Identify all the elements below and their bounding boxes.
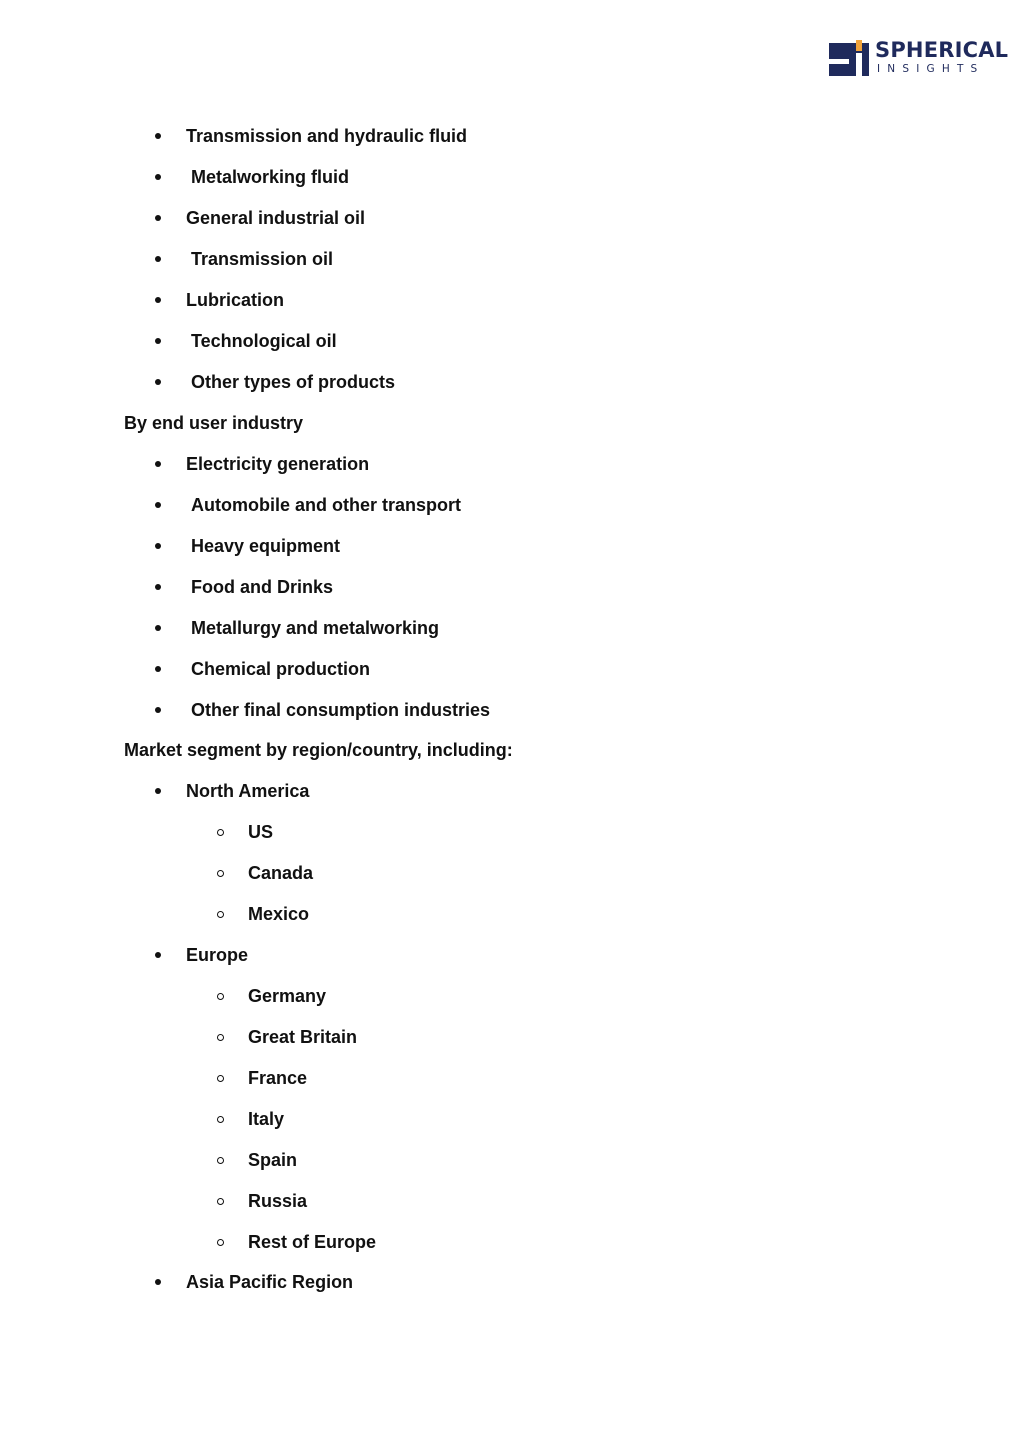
list-item: Other types of products xyxy=(191,372,396,392)
bullet-icon xyxy=(155,788,161,794)
list-item: Lubrication xyxy=(186,290,284,310)
sub-bullet-icon xyxy=(217,911,224,918)
sub-bullet-icon xyxy=(217,1239,224,1246)
bullet-icon xyxy=(155,707,161,713)
country-item: Russia xyxy=(248,1191,308,1211)
sub-bullet-icon xyxy=(217,1075,224,1082)
bullet-icon xyxy=(155,338,161,344)
sub-bullet-icon xyxy=(217,870,224,877)
country-item: Rest of Europe xyxy=(248,1232,377,1252)
country-item: Germany xyxy=(248,986,327,1006)
bullet-icon xyxy=(155,379,161,385)
country-item: Great Britain xyxy=(248,1027,358,1047)
bullet-icon xyxy=(155,461,161,467)
bullet-icon xyxy=(155,174,161,180)
country-item: Spain xyxy=(248,1150,298,1170)
country-item: US xyxy=(248,822,274,842)
spherical-insights-logo xyxy=(829,38,1009,76)
bullet-icon xyxy=(155,133,161,139)
list-item: Transmission oil xyxy=(191,249,334,269)
list-item: Metalworking fluid xyxy=(191,167,350,187)
bullet-icon xyxy=(155,502,161,508)
section-heading-regions: Market segment by region/country, including: xyxy=(124,740,513,760)
sub-bullet-icon xyxy=(217,993,224,1000)
section-heading-end-user: By end user industry xyxy=(124,413,304,433)
region-item-north-america: North America xyxy=(186,781,310,801)
list-item: Automobile and other transport xyxy=(191,495,461,515)
country-item: Canada xyxy=(248,863,314,883)
sub-bullet-icon xyxy=(217,829,224,836)
logo-mark-icon xyxy=(829,40,869,76)
sub-bullet-icon xyxy=(217,1034,224,1041)
country-item: Italy xyxy=(248,1109,285,1129)
bullet-icon xyxy=(155,584,161,590)
logo-wordmark-top: SPHERICAL xyxy=(875,38,1009,62)
list-item: Technological oil xyxy=(191,331,337,351)
bullet-icon xyxy=(155,256,161,262)
list-item: Food and Drinks xyxy=(191,577,334,597)
bullet-icon xyxy=(155,215,161,221)
country-item: Mexico xyxy=(248,904,310,924)
list-item: Other final consumption industries xyxy=(191,700,491,720)
logo-wordmark-bottom: INSIGHTS xyxy=(877,63,985,75)
list-item: Transmission and hydraulic fluid xyxy=(186,126,468,146)
list-item: General industrial oil xyxy=(186,208,366,228)
bullet-icon xyxy=(155,543,161,549)
bullet-icon xyxy=(155,1279,161,1285)
country-item: France xyxy=(248,1068,308,1088)
bullet-icon xyxy=(155,297,161,303)
bullet-icon xyxy=(155,625,161,631)
sub-bullet-icon xyxy=(217,1157,224,1164)
region-item-europe: Europe xyxy=(186,945,249,965)
list-item: Electricity generation xyxy=(186,454,370,474)
list-item: Chemical production xyxy=(191,659,371,679)
sub-bullet-icon xyxy=(217,1198,224,1205)
bullet-icon xyxy=(155,666,161,672)
sub-bullet-icon xyxy=(217,1116,224,1123)
list-item: Metallurgy and metalworking xyxy=(191,618,440,638)
list-item: Heavy equipment xyxy=(191,536,341,556)
bullet-icon xyxy=(155,952,161,958)
region-item-asia-pacific: Asia Pacific Region xyxy=(186,1272,354,1292)
